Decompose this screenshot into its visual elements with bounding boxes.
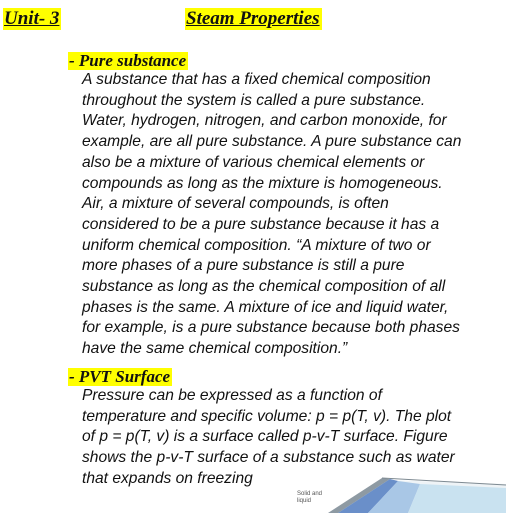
paragraph-line: have the same chemical composition.” (82, 340, 348, 358)
paragraph-line: that expands on freezing (82, 469, 253, 487)
surface-vapor-region (408, 484, 506, 513)
paragraph-line: for example, is a pure substance because both phases (82, 319, 460, 337)
section-heading-pvt-surface: - PVT Surface (69, 367, 171, 386)
pvt-surface-paragraph (82, 386, 506, 490)
paragraph-line: example, are all pure substance. A pure substance can (82, 133, 462, 151)
paragraph-line: of p = p(T, v) is a surface called p-v-T surface. Figure (82, 428, 448, 446)
paragraph-line: shows the p-v-T surface of a substance such as water (82, 449, 455, 467)
paragraph-line: substance as long as the chemical composition of all (82, 278, 446, 296)
pure-substance-paragraph (82, 70, 506, 360)
paragraph-line: considered to be a pure substance because it has a (82, 215, 440, 233)
section-heading-pure-substance: - Pure substance (69, 51, 187, 70)
paragraph-line: throughout the system is called a pure substance. (82, 91, 426, 109)
paragraph-line: A substance that has a fixed chemical composition (82, 71, 431, 88)
paragraph-line: phases is the same. A mixture of ice and liquid water, (82, 298, 449, 316)
figure-region-label: Solid and liquid (297, 491, 323, 504)
paragraph-line: Pressure can be expressed as a function of (82, 387, 382, 404)
paragraph-line: compounds as long as the mixture is homogeneous. (82, 174, 443, 192)
paragraph-line: temperature and specific volume: p = p(T, v). The plot (82, 407, 452, 425)
unit-label: Unit- 3 (4, 8, 60, 29)
paragraph-line: Water, hydrogen, nitrogen, and carbon monoxide, for (82, 112, 447, 130)
paragraph-line: more phases of a pure substance is still a pure (82, 257, 405, 275)
paragraph-line: uniform chemical composition. “A mixture of two or (82, 236, 431, 254)
paragraph-line: also be a mixture of various chemical elements or (82, 153, 425, 171)
paragraph-line: Air, a mixture of several compounds, is often (82, 195, 389, 213)
page-title: Steam Properties (186, 8, 320, 29)
